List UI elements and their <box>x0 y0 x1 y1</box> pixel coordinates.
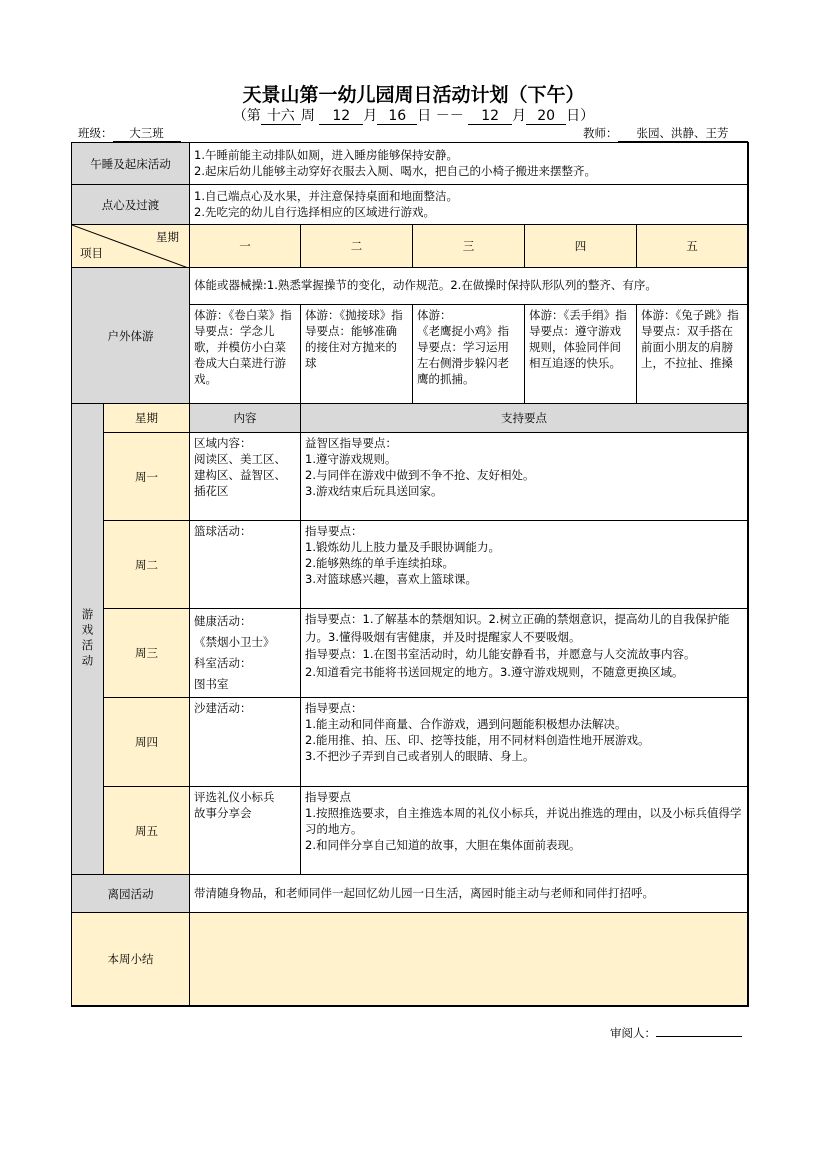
class-info <box>78 125 181 142</box>
play-col-weekday: 星期 <box>103 403 190 433</box>
teacher-value: 张园、洪静、王芳 <box>618 125 748 142</box>
play-support: 指导要点 1.按照推选要求，自主推选本周的礼仪小标兵，并说出推选的理由，以及小标兵值得学习的地方。 2.和同伴分享自己知道的故事，大胆在集体面前表现。 <box>300 786 748 875</box>
week-label: 周 <box>300 108 315 124</box>
week-number: 十六 <box>261 108 301 125</box>
nap-line: 2.起床后幼儿能够主动穿好衣服去入厕、喝水，把自己的小椅子搬进来摆整齐。 <box>194 164 596 178</box>
nap-label: 午睡及起床活动 <box>71 142 190 185</box>
day-header: 五 <box>636 224 748 268</box>
outdoor-exercise: 体能或器械操:1.熟悉掌握操节的变化，动作规范。2.在做操时保持队形队列的整齐、有序。 <box>189 267 748 305</box>
play-content: 健康活动： 《禁烟小卫士》 科室活动： 图书室 <box>189 608 301 698</box>
reviewer-signature-line[interactable] <box>656 1023 742 1037</box>
outdoor-game: 体游：《卷白菜》指导要点：学念儿歌，并模仿小白菜卷成大白菜进行游戏。 <box>189 304 301 404</box>
play-day: 周一 <box>103 432 190 521</box>
leave-content: 带清随身物品，和老师同伴一起回忆幼儿园一日生活，离园时能主动与老师和同伴打招呼。 <box>189 874 748 913</box>
outdoor-label: 户外体游 <box>71 267 190 404</box>
summary-label: 本周小结 <box>71 912 190 1006</box>
sub-open: （第 <box>232 108 261 124</box>
play-support: 指导要点： 1.能主动和同伴商量、合作游戏，遇到问题能积极想办法解决。 2.能用推、拍、压、印、挖等技能，用不同材料创造性地开展游戏。 3.不把沙子弄到自己或者别人的眼睛、身上。 <box>300 697 748 787</box>
play-content: 区域内容： 阅读区、美工区、建构区、益智区、插花区 <box>189 432 301 521</box>
class-value: 大三班 <box>113 125 181 142</box>
play-support: 指导要点： 1.锻炼幼儿上肢力量及手眼协调能力。 2.能够熟练的单手连续拍球。 3.对篮球感兴趣，喜欢上篮球课。 <box>300 520 748 609</box>
play-col-content: 内容 <box>189 403 301 433</box>
leave-label: 离园活动 <box>71 874 190 913</box>
nap-content <box>189 142 748 185</box>
month-label: 月 <box>363 108 378 124</box>
nap-line: 1.午睡前能主动排队如厕，进入睡房能够保持安静。 <box>194 148 458 162</box>
snack-line: 2.先吃完的幼儿自行选择相应的区域进行游戏。 <box>194 205 435 219</box>
month-label: 月 <box>512 108 527 124</box>
header-weekday: 星期 <box>156 230 179 244</box>
end-day: 20 <box>526 108 566 125</box>
play-label: 游戏活动 <box>80 608 95 670</box>
play-col-support: 支持要点 <box>300 403 748 433</box>
teacher-label: 教师： <box>583 126 618 140</box>
snack-label: 点心及过渡 <box>71 184 190 225</box>
play-day: 周四 <box>103 697 190 787</box>
snack-content <box>189 184 748 225</box>
outdoor-game: 体游：《丢手绢》指导要点：遵守游戏规则，体验同伴间相互追逐的快乐。 <box>524 304 637 404</box>
class-label: 班级： <box>78 126 113 140</box>
day-header: 一 <box>189 224 301 268</box>
snack-line: 1.自己端点心及水果，并注意保持桌面和地面整洁。 <box>194 189 458 203</box>
outdoor-game: 体游： 《老鹰捉小鸡》指导要点：学习运用左右侧滑步躲闪老鹰的抓捕。 <box>412 304 525 404</box>
play-support: 指导要点：1.了解基本的禁烟知识。2.树立正确的禁烟意识，提高幼儿的自我保护能力。3.懂得吸烟有害健康，并及时提醒家人不要吸烟。 指导要点：1.在图书室活动时，幼儿能安静看书，并愿意与人交流故事内容。 2.知道看完书能将书送回规定的地方。3.遵守游戏规则，不随意更换区域。 <box>300 608 748 698</box>
play-content: 篮球活动： <box>189 520 301 609</box>
play-day: 周二 <box>103 520 190 609</box>
teacher-info <box>583 125 748 142</box>
reviewer-label: 审阅人： <box>610 1026 656 1040</box>
diagonal-header <box>71 224 190 268</box>
day-header: 二 <box>300 224 413 268</box>
end-month: 12 <box>468 108 512 125</box>
day-header: 四 <box>524 224 637 268</box>
play-support: 益智区指导要点： 1.遵守游戏规则。 2.与同伴在游戏中做到不争不抢、友好相处。 3.游戏结束后玩具送回家。 <box>300 432 748 521</box>
play-content: 沙建活动： <box>189 697 301 787</box>
outdoor-game: 体游：《兔子跳》指导要点：双手搭在前面小朋友的肩膀上，不拉扯、推搡 <box>636 304 748 404</box>
reviewer <box>610 1023 742 1041</box>
date-range <box>0 105 827 125</box>
day-header: 三 <box>412 224 525 268</box>
day-label: 日 －－ <box>417 108 464 124</box>
day-label: 日） <box>566 108 595 124</box>
start-day: 16 <box>377 108 417 125</box>
header-item: 项目 <box>80 246 103 260</box>
play-content: 评选礼仪小标兵 故事分享会 <box>189 786 301 875</box>
start-month: 12 <box>319 108 363 125</box>
play-day: 周三 <box>103 608 190 698</box>
play-day: 周五 <box>103 786 190 875</box>
page-title: 天景山第一幼儿园周日活动计划（下午） <box>242 84 585 106</box>
outdoor-game: 体游：《抛接球》指导要点：能够准确的接住对方抛来的球 <box>300 304 413 404</box>
summary-content[interactable] <box>189 912 748 1006</box>
